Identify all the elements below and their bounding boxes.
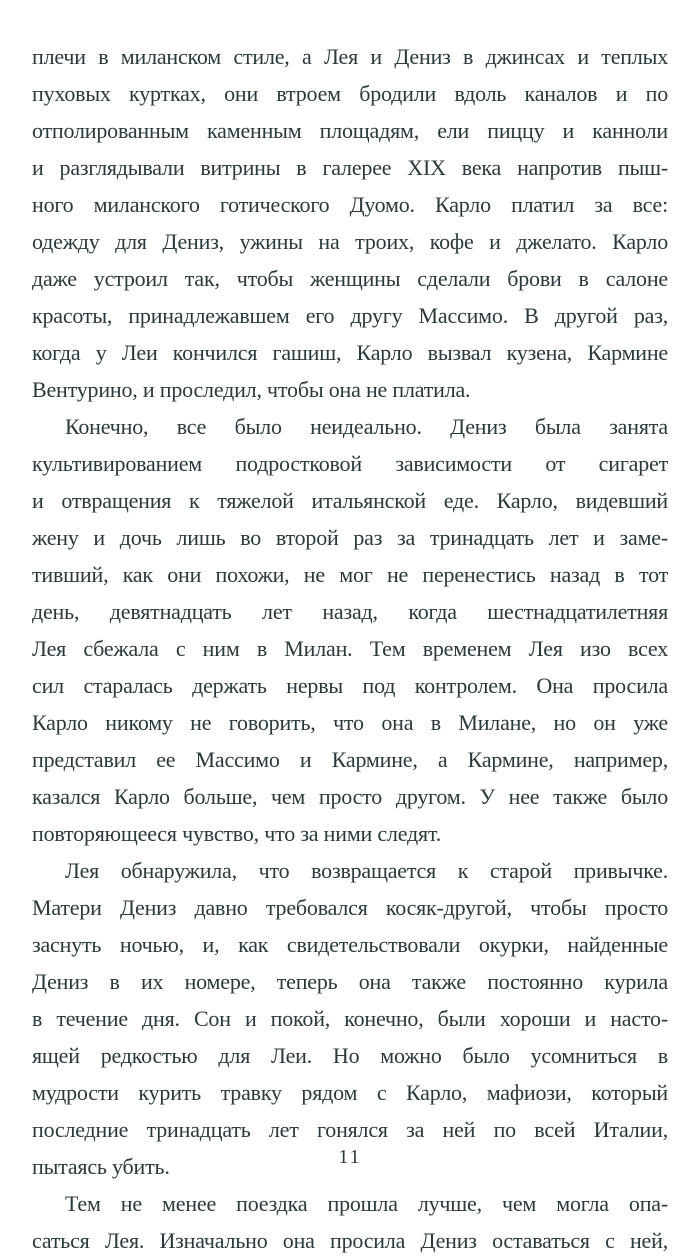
text-line: когда у Леи кончился гашиш, Карло вызвал кузена, Кармине [32, 340, 668, 365]
text-line: красоты, принадлежавшем его другу Массимо. В другой раз, [32, 303, 668, 328]
paragraph-first-line: Конечно, все было неидеально. Дениз была занята [65, 414, 668, 439]
text-line: ного миланского готического Дуомо. Карло платил за все: [32, 192, 668, 217]
text-line: сил старалась держать нервы под контролем. Она просила [32, 673, 668, 698]
paragraph-first-line: Лея обнаружила, что возвращается к старой привычке. [65, 858, 668, 883]
text-line: даже устроил так, чтобы женщины сделали брови в салоне [32, 266, 668, 291]
text-line: казался Карло больше, чем просто другом. У нее также было [32, 784, 668, 809]
text-line: Вентурино, и проследил, чтобы она не платила. [32, 377, 471, 402]
text-line: Дениз в их номере, теперь она также постоянно курила [32, 969, 668, 994]
text-line: жену и дочь лишь во второй раз за тринадцать лет и заме- [32, 525, 668, 550]
body-text [32, 38, 668, 1259]
text-line: Карло никому не говорить, что она в Милане, но он уже [32, 710, 668, 735]
text-line: саться Лея. Изначально она просила Дениз оставаться с ней, [32, 1228, 668, 1253]
text-line: культивированием подростковой зависимости от сигарет [32, 451, 668, 476]
text-line: в течение дня. Сон и покой, конечно, были хороши и насто- [32, 1006, 668, 1031]
text-line: мудрости курить травку рядом с Карло, мафиози, который [32, 1080, 668, 1105]
text-line: повторяющееся чувство, что за ними следят. [32, 821, 442, 846]
paragraph-first-line: Тем не менее поездка прошла лучше, чем могла опа- [65, 1191, 668, 1216]
page-number: 11 [338, 1146, 362, 1168]
text-line: Лея сбежала с ним в Милан. Тем временем Лея изо всех [32, 636, 668, 661]
text-line: и отвращения к тяжелой итальянской еде. Карло, видевший [32, 488, 668, 513]
text-line: последние тринадцать лет гонялся за ней по всей Италии, [32, 1117, 668, 1142]
text-line: день, девятнадцать лет назад, когда шестнадцатилетняя [32, 599, 668, 624]
text-line: плечи в миланском стиле, а Лея и Дениз в джинсах и теплых [32, 44, 668, 69]
text-line: тивший, как они похожи, не мог не перенестись назад в тот [32, 562, 668, 587]
text-line: Матери Дениз давно требовался косяк-другой, чтобы просто [32, 895, 668, 920]
text-line: представил ее Массимо и Кармине, а Кармине, например, [32, 747, 668, 772]
text-line: ящей редкостью для Леи. Но можно было усомниться в [32, 1043, 668, 1068]
text-line: отполированным каменным площадям, ели пиццу и канноли [32, 118, 668, 143]
text-line: одежду для Дениз, ужины на троих, кофе и джелато. Карло [32, 229, 668, 254]
text-line: пытаясь убить. [32, 1154, 170, 1179]
text-line: пуховых куртках, они втроем бродили вдоль каналов и по [32, 81, 668, 106]
text-line: и разглядывали витрины в галерее XIX века напротив пыш- [32, 155, 668, 180]
text-line: заснуть ночью, и, как свидетельствовали окурки, найденные [32, 932, 668, 957]
